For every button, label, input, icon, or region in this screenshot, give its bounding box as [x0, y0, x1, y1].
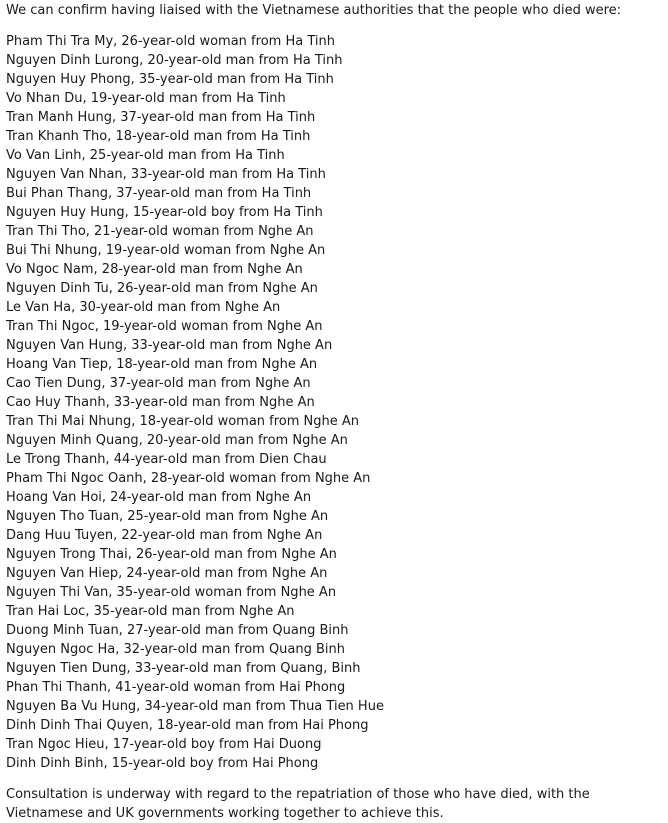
list-item: Vo Nhan Du, 19-year-old man from Ha Tinh	[6, 91, 286, 106]
list-item: Nguyen Van Hiep, 24-year-old man from Nghe An	[6, 566, 328, 581]
list-item: Tran Manh Hung, 37-year-old man from Ha Tinh	[6, 110, 316, 125]
list-item: Hoang Van Hoi, 24-year-old man from Nghe An	[6, 490, 312, 505]
list-item: Cao Huy Thanh, 33-year-old man from Nghe An	[6, 395, 315, 410]
list-item: Nguyen Huy Phong, 35-year-old man from Ha Tinh	[6, 72, 334, 87]
list-item: Nguyen Van Hung, 33-year-old man from Nghe An	[6, 338, 333, 353]
intro-paragraph: We can confirm having liaised with the Vietnamese authorities that the people who died were:	[6, 3, 622, 18]
list-item: Nguyen Dinh Lurong, 20-year-old man from Ha Tinh	[6, 53, 343, 68]
list-item: Vo Ngoc Nam, 28-year-old man from Nghe An	[6, 262, 303, 277]
list-item: Phan Thi Thanh, 41-year-old woman from Hai Phong	[6, 680, 346, 695]
list-item: Nguyen Trong Thai, 26-year-old man from Nghe An	[6, 547, 337, 562]
list-item: Pham Thi Ngoc Oanh, 28-year-old woman from Nghe An	[6, 471, 371, 486]
closing-paragraph: Consultation is underway with regard to the repatriation of those who have died, with the Vietnamese and UK governments working together to achieve this.	[6, 787, 590, 821]
list-item: Nguyen Van Nhan, 33-year-old man from Ha Tinh	[6, 167, 326, 182]
list-item: Tran Thi Tho, 21-year-old woman from Nghe An	[6, 224, 314, 239]
list-item: Dang Huu Tuyen, 22-year-old man from Nghe An	[6, 528, 323, 543]
list-item: Cao Tien Dung, 37-year-old man from Nghe An	[6, 376, 311, 391]
list-item: Tran Thi Ngoc, 19-year-old woman from Nghe An	[6, 319, 323, 334]
list-item: Tran Hai Loc, 35-year-old man from Nghe An	[6, 604, 295, 619]
list-item: Le Trong Thanh, 44-year-old man from Dien Chau	[6, 452, 327, 467]
list-item: Nguyen Huy Hung, 15-year-old boy from Ha Tinh	[6, 205, 323, 220]
list-item: Nguyen Tho Tuan, 25-year-old man from Nghe An	[6, 509, 329, 524]
list-item: Duong Minh Tuan, 27-year-old man from Quang Binh	[6, 623, 349, 638]
list-item: Dinh Dinh Binh, 15-year-old boy from Hai Phong	[6, 756, 319, 771]
list-item: Nguyen Tien Dung, 33-year-old man from Quang, Binh	[6, 661, 361, 676]
list-item: Dinh Dinh Thai Quyen, 18-year-old man from Hai Phong	[6, 718, 369, 733]
list-item: Nguyen Dinh Tu, 26-year-old man from Nghe An	[6, 281, 318, 296]
list-item: Nguyen Minh Quang, 20-year-old man from Nghe An	[6, 433, 348, 448]
list-item: Tran Khanh Tho, 18-year-old man from Ha Tinh	[6, 129, 311, 144]
list-item: Nguyen Thi Van, 35-year-old woman from Nghe An	[6, 585, 337, 600]
list-item: Bui Phan Thang, 37-year-old man from Ha Tinh	[6, 186, 312, 201]
list-item: Vo Van Linh, 25-year-old man from Ha Tinh	[6, 148, 285, 163]
list-item: Le Van Ha, 30-year-old man from Nghe An	[6, 300, 281, 315]
list-item: Hoang Van Tiep, 18-year-old man from Nghe An	[6, 357, 318, 372]
list-item: Tran Thi Mai Nhung, 18-year-old woman from Nghe An	[6, 414, 360, 429]
list-item: Pham Thi Tra My, 26-year-old woman from Ha Tinh	[6, 34, 335, 49]
list-item: Nguyen Ngoc Ha, 32-year-old man from Quang Binh	[6, 642, 346, 657]
list-item: Tran Ngoc Hieu, 17-year-old boy from Hai Duong	[6, 737, 322, 752]
victim-list	[6, 32, 662, 773]
list-item: Bui Thi Nhung, 19-year-old woman from Nghe An	[6, 243, 326, 258]
list-item: Nguyen Ba Vu Hung, 34-year-old man from Thua Tien Hue	[6, 699, 384, 714]
